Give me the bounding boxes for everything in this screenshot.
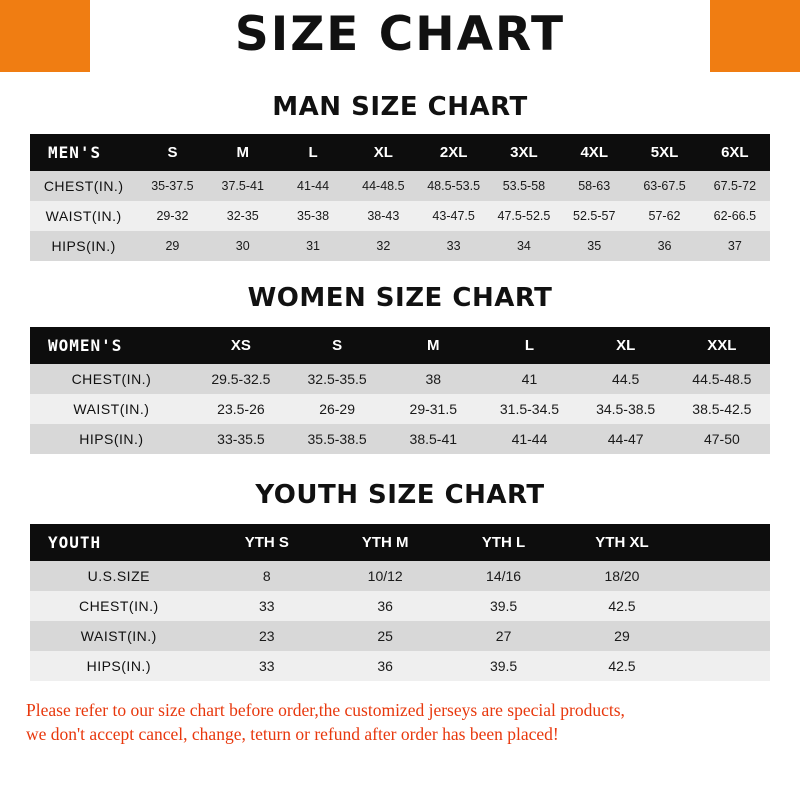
- table-cell: 33-35.5: [217, 431, 265, 447]
- table-cell-spacer: [681, 621, 770, 651]
- column-header: 5XL: [650, 144, 679, 161]
- column-header: L: [524, 337, 535, 354]
- table-cell-spacer: [681, 591, 770, 621]
- column-header: WOMEN'S: [48, 336, 123, 355]
- column-header: 4XL: [580, 144, 608, 161]
- table-cell-spacer: [681, 561, 770, 591]
- table-cell: 48.5-53.5: [427, 179, 481, 193]
- women-size-table: [30, 327, 770, 454]
- column-header: L: [308, 144, 318, 161]
- table-cell: 38.5-41: [409, 431, 458, 447]
- table-cell: 35-37.5: [151, 179, 194, 193]
- row-label: WAIST(IN.): [80, 628, 157, 644]
- table-cell: 36: [657, 239, 672, 253]
- table-cell: 10/12: [367, 568, 403, 584]
- table-cell: 23: [259, 628, 275, 644]
- table-cell: 29: [614, 628, 630, 644]
- table-cell: 35.5-38.5: [307, 431, 367, 447]
- table-cell: 23.5-26: [217, 401, 265, 417]
- table-cell: 25: [377, 628, 393, 644]
- table-cell: 62-66.5: [713, 209, 757, 223]
- table-cell: 37.5-41: [221, 179, 264, 193]
- table-cell: 27: [495, 628, 512, 644]
- table-row: [30, 561, 770, 591]
- table-cell: 29-32: [156, 209, 189, 223]
- column-header: S: [332, 337, 343, 354]
- column-header: YTH XL: [595, 534, 649, 551]
- table-cell: 42.5: [608, 598, 636, 614]
- table-cell: 44.5: [612, 371, 640, 387]
- table-cell: 18/20: [604, 568, 640, 584]
- table-cell: 31: [306, 239, 320, 253]
- table-cell: 35: [587, 239, 602, 253]
- table-cell: 39.5: [489, 598, 518, 614]
- row-label: CHEST(IN.): [78, 598, 159, 614]
- table-cell: 41: [521, 371, 538, 387]
- table-header-row: [30, 524, 770, 561]
- table-row: [30, 651, 770, 681]
- column-header: MEN'S: [48, 143, 102, 162]
- table-cell: 57-62: [648, 209, 681, 223]
- man-table-wrap: [30, 134, 770, 261]
- page-title: SIZE CHART: [234, 6, 566, 62]
- row-label: CHEST(IN.): [71, 371, 152, 387]
- table-row: [30, 364, 770, 394]
- table-cell: 44-47: [607, 431, 644, 447]
- table-cell: 39.5: [489, 658, 518, 674]
- row-label: WAIST(IN.): [45, 208, 122, 224]
- table-cell: 14/16: [486, 568, 522, 584]
- column-header: YTH S: [244, 534, 289, 551]
- column-header: YOUTH: [48, 533, 102, 552]
- column-header: 6XL: [721, 144, 749, 161]
- row-label: CHEST(IN.): [43, 178, 124, 194]
- table-cell: 29: [165, 239, 180, 253]
- women-section-title: WOMEN SIZE CHART: [247, 283, 553, 313]
- women-table-wrap: [30, 327, 770, 454]
- row-label: WAIST(IN.): [73, 401, 150, 417]
- column-header: YTH M: [361, 534, 409, 551]
- table-cell: 33: [259, 658, 275, 674]
- table-cell: 42.5: [608, 658, 636, 674]
- table-cell: 37: [727, 239, 742, 253]
- table-cell: 47.5-52.5: [497, 209, 551, 223]
- column-header: XL: [373, 144, 393, 161]
- table-cell: 26-29: [319, 401, 355, 417]
- table-row: [30, 171, 770, 201]
- table-cell: 35-38: [297, 209, 330, 223]
- table-cell: 32.5-35.5: [307, 371, 367, 387]
- table-cell: 33: [446, 239, 461, 253]
- table-cell: 29-31.5: [409, 401, 458, 417]
- column-header: XL: [616, 337, 636, 354]
- table-cell: 38.5-42.5: [692, 401, 752, 417]
- table-cell: 52.5-57: [573, 209, 616, 223]
- column-header-spacer: [681, 524, 770, 561]
- table-cell: 8: [262, 568, 271, 584]
- table-cell: 38: [425, 371, 442, 387]
- column-header: 2XL: [439, 144, 468, 161]
- table-cell: 36: [377, 598, 393, 614]
- table-cell: 38-43: [367, 209, 400, 223]
- table-cell: 36: [377, 658, 393, 674]
- header-banner-inner: [90, 0, 710, 72]
- table-row: [30, 591, 770, 621]
- table-row: [30, 201, 770, 231]
- column-header: 3XL: [510, 144, 538, 161]
- table-cell: 34.5-38.5: [596, 401, 656, 417]
- table-cell: 33: [259, 598, 275, 614]
- table-row: [30, 394, 770, 424]
- table-cell: 53.5-58: [502, 179, 546, 193]
- man-section-title: MAN SIZE CHART: [272, 92, 528, 122]
- table-row: [30, 231, 770, 261]
- row-label: U.S.SIZE: [87, 568, 150, 584]
- table-cell: 63-67.5: [643, 179, 686, 193]
- table-cell: 43-47.5: [432, 209, 475, 223]
- youth-section-title: YOUTH SIZE CHART: [255, 480, 545, 510]
- column-header: S: [167, 144, 178, 161]
- youth-size-table: [30, 524, 770, 681]
- table-cell: 30: [235, 239, 250, 253]
- table-row: [30, 424, 770, 454]
- column-header: YTH L: [481, 534, 526, 551]
- table-cell: 41-44: [297, 179, 330, 193]
- row-label: HIPS(IN.): [79, 431, 144, 447]
- table-cell: 67.5-72: [713, 179, 757, 193]
- table-cell: 32: [376, 239, 391, 253]
- table-header-row: [30, 134, 770, 171]
- table-cell-spacer: [681, 651, 770, 681]
- man-size-table: [30, 134, 770, 261]
- disclaimer-line-2: we don't accept cancel, change, teturn or refund after order has been placed!: [26, 723, 559, 744]
- disclaimer-note: [26, 699, 774, 746]
- table-cell: 41-44: [511, 431, 548, 447]
- table-cell: 44.5-48.5: [692, 371, 752, 387]
- table-cell: 58-63: [578, 179, 611, 193]
- row-label: HIPS(IN.): [86, 658, 151, 674]
- column-header: XS: [230, 337, 251, 354]
- youth-table-wrap: [30, 524, 770, 681]
- column-header: M: [427, 337, 440, 354]
- row-label: HIPS(IN.): [51, 238, 116, 254]
- table-cell: 34: [516, 239, 531, 253]
- table-header-row: [30, 327, 770, 364]
- table-cell: 31.5-34.5: [499, 401, 560, 417]
- header-banner: [0, 0, 800, 72]
- table-row: [30, 621, 770, 651]
- column-header: XXL: [707, 337, 737, 354]
- table-cell: 29.5-32.5: [211, 371, 271, 387]
- table-cell: 47-50: [703, 431, 740, 447]
- disclaimer-line-1: Please refer to our size chart before order,the customized jerseys are special products,: [26, 700, 625, 720]
- table-cell: 44-48.5: [362, 179, 405, 193]
- column-header: M: [236, 144, 249, 161]
- table-cell: 32-35: [226, 209, 259, 223]
